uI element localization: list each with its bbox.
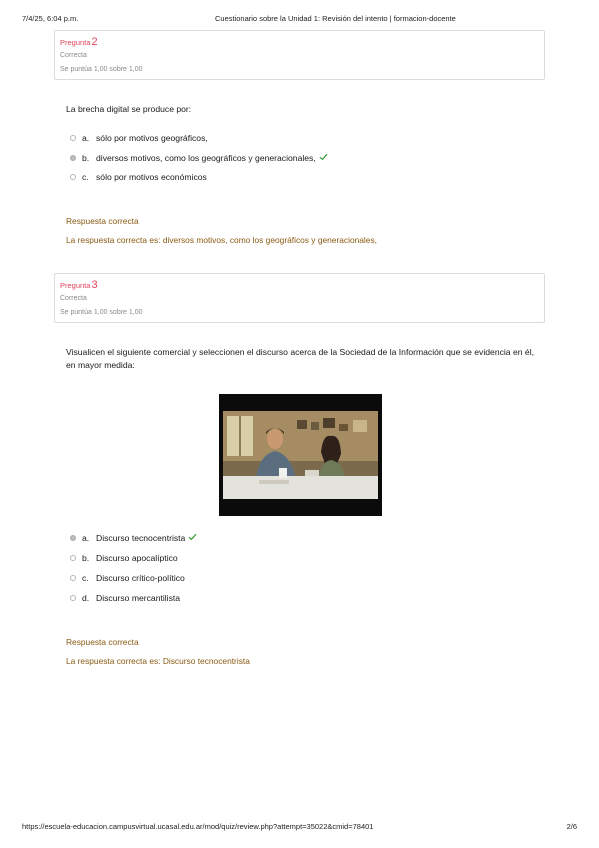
option-text: Discurso mercantilista xyxy=(96,593,181,603)
question-2-feedback-text: La respuesta correcta es: diversos motivos, como los geográficos y generacionales, xyxy=(66,235,377,245)
radio-button[interactable] xyxy=(70,575,76,581)
option-letter: c. xyxy=(82,172,89,182)
question-3-feedback-text: La respuesta correcta es: Discurso tecnocentrista xyxy=(66,656,250,666)
question-2-feedback-title: Respuesta correcta xyxy=(66,216,139,226)
option-text: sólo por motivos geográficos, xyxy=(96,133,208,143)
question-label: Pregunta xyxy=(60,281,91,290)
question-2-option-c[interactable] xyxy=(70,171,207,183)
radio-button-selected[interactable] xyxy=(70,155,76,161)
option-letter: b. xyxy=(82,553,90,563)
radio-button[interactable] xyxy=(70,174,76,180)
radio-button[interactable] xyxy=(70,595,76,601)
question-3-option-a[interactable] xyxy=(70,532,197,544)
check-icon xyxy=(188,532,197,544)
question-label: Pregunta xyxy=(60,38,91,47)
option-letter: a. xyxy=(82,133,90,143)
option-text: sólo por motivos económicos xyxy=(96,172,207,182)
radio-button[interactable] xyxy=(70,555,76,561)
question-2-option-b[interactable] xyxy=(70,152,328,164)
option-text: Discurso apocalíptico xyxy=(96,553,178,563)
question-number: 2 xyxy=(91,36,98,48)
question-status: Correcta xyxy=(60,52,87,59)
question-2-label-line xyxy=(60,36,539,49)
question-3-option-c[interactable] xyxy=(70,572,185,584)
question-3-label-line xyxy=(60,279,539,292)
commercial-video[interactable] xyxy=(219,394,382,516)
option-text: Discurso crítico-político xyxy=(96,573,185,583)
print-header xyxy=(22,14,577,26)
option-letter: a. xyxy=(82,533,90,543)
option-text: diversos motivos, como los geográficos y generacionales, xyxy=(96,153,316,163)
print-title: Cuestionario sobre la Unidad 1: Revisión del intento | formacion-docente xyxy=(215,14,456,23)
print-date: 7/4/25, 6:04 p.m. xyxy=(22,14,79,23)
question-2-text: La brecha digital se produce por: xyxy=(66,104,192,114)
radio-button-selected[interactable] xyxy=(70,535,76,541)
question-2-option-a[interactable] xyxy=(70,132,208,144)
question-grade: Se puntúa 1,00 sobre 1,00 xyxy=(60,66,143,73)
print-footer xyxy=(22,822,577,834)
option-text: Discurso tecnocentrista xyxy=(96,533,186,543)
question-2-info xyxy=(54,30,545,80)
question-3-text: Visualicen el siguiente comercial y seleccionen el discurso acerca de la Sociedad de la Información que se evidencia en él, en mayor medida: xyxy=(66,347,534,370)
radio-button[interactable] xyxy=(70,135,76,141)
question-3-option-b[interactable] xyxy=(70,552,178,564)
option-letter: c. xyxy=(82,573,89,583)
question-3-info xyxy=(54,273,545,323)
page-number: 2/6 xyxy=(566,822,577,831)
video-still xyxy=(219,394,382,516)
question-3-feedback-title: Respuesta correcta xyxy=(66,637,139,647)
question-3-option-d[interactable] xyxy=(70,592,180,604)
print-url: https://escuela-educacion.campusvirtual.ucasal.edu.ar/mod/quiz/review.php?attempt=35022&cmid=78401 xyxy=(22,822,374,831)
question-status: Correcta xyxy=(60,295,87,302)
check-icon xyxy=(319,152,328,164)
option-letter: d. xyxy=(82,593,90,603)
option-letter: b. xyxy=(82,153,90,163)
question-number: 3 xyxy=(91,279,98,291)
question-grade: Se puntúa 1,00 sobre 1,00 xyxy=(60,309,143,316)
